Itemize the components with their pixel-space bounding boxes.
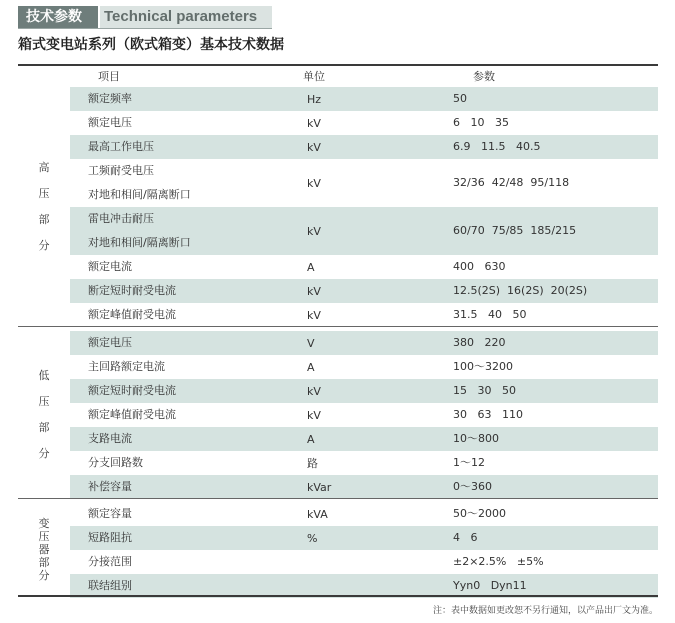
param-name-line: 对地和相间/隔离断口 [88,188,191,201]
table-row [70,135,658,159]
param-name [88,164,191,202]
param-name [88,308,176,322]
param-value: 50～2000 [453,507,506,520]
param-value: 50 [453,92,467,105]
param-unit: kVA [307,508,328,521]
param-value: 15 30 50 [453,384,516,397]
param-value: ±2×2.5% ±5% [453,555,544,568]
table-row [70,502,658,526]
section-label-char: 低 [38,369,50,382]
section-label-char: 压 [38,187,50,200]
column-header-unit: 单位 [303,70,325,83]
param-name [88,555,132,569]
table-row [70,403,658,427]
section-label-tr [18,517,70,583]
table-row [70,550,658,574]
param-name-line: 主回路额定电流 [88,360,165,373]
param-name [88,336,132,350]
column-header-item: 项目 [98,70,120,83]
param-value: 0～360 [453,480,492,493]
table-top-rule [18,64,658,66]
section-separator [18,326,658,327]
table-row [70,279,658,303]
param-name-line: 工频耐受电压 [88,164,154,177]
param-unit: kV [307,141,321,154]
param-unit: 路 [307,457,318,470]
table-bottom-rule [18,595,658,597]
param-unit: kV [307,285,321,298]
footnote: 注：表中数据如更改恕不另行通知，以产品出厂文为准。 [432,606,658,616]
section-label-char: 高 [38,161,50,174]
table-row [70,159,658,207]
section-label-en: Technical parameters [100,6,272,28]
param-name [88,408,176,422]
table-row [70,475,658,499]
param-unit: kV [307,309,321,322]
table-row [70,355,658,379]
table-row [70,451,658,475]
param-name-line: 额定电压 [88,336,132,349]
param-unit: A [307,361,315,374]
document-title: 箱式变电站系列（欧式箱变）基本技术数据 [18,37,284,53]
param-name [88,432,132,446]
param-name-line: 补偿容量 [88,480,132,493]
param-name [88,260,132,274]
table-row [70,111,658,135]
param-unit: V [307,337,315,350]
table-row [70,331,658,355]
param-value: 6 10 35 [453,116,509,129]
table-row [70,255,658,279]
section-label-char: 器 [38,543,50,556]
table-row [70,427,658,451]
param-name-line: 分接范围 [88,555,132,568]
column-header-params: 参数 [473,70,495,83]
param-name-line: 短路阻抗 [88,531,132,544]
section-label-char: 分 [38,447,50,460]
param-value: 4 6 [453,531,478,544]
param-name-line: 断定短时耐受电流 [88,284,176,297]
param-value: 12.5(2S) 16(2S) 20(2S) [453,284,588,297]
param-name [88,456,143,470]
param-name [88,531,132,545]
param-unit: % [307,532,318,545]
section-label-char: 变 [38,517,50,530]
section-label-hv [18,161,70,253]
param-unit: kV [307,117,321,130]
param-name-line: 雷电冲击耐压 [88,212,154,225]
section-label-char: 压 [38,395,50,408]
param-unit: Hz [307,93,322,106]
table-row [70,87,658,111]
param-name-line: 对地和相间/隔离断口 [88,236,191,249]
param-name [88,92,132,106]
section-label-char: 部 [38,556,50,569]
param-name-line: 额定容量 [88,507,132,520]
param-name [88,140,154,154]
param-name [88,384,176,398]
param-name-line: 额定峰值耐受电流 [88,408,176,421]
param-value: 400 630 [453,260,506,273]
param-unit: kV [307,409,321,422]
param-name-line: 额定电压 [88,116,132,129]
section-label-char: 分 [38,569,50,582]
table-row [70,379,658,403]
param-value: Yyn0 Dyn11 [453,579,527,592]
param-name [88,360,165,374]
param-name-line: 额定电流 [88,260,132,273]
header-underline [18,28,272,29]
param-name-line: 最高工作电压 [88,140,154,153]
param-unit: A [307,261,315,274]
param-name [88,579,132,593]
param-name-line: 额定短时耐受电流 [88,384,176,397]
param-name-line: 额定峰值耐受电流 [88,308,176,321]
section-label-char: 部 [38,421,50,434]
param-value: 30 63 110 [453,408,523,421]
param-value: 10～800 [453,432,499,445]
param-value: 100～3200 [453,360,513,373]
param-unit: kV [307,177,321,190]
param-name [88,507,132,521]
param-name-line: 支路电流 [88,432,132,445]
param-value: 60/70 75/85 185/215 [453,224,577,237]
table-row [70,526,658,550]
section-label-cn: 技术参数 [18,6,98,28]
param-unit: kV [307,225,321,238]
param-value: 6.9 11.5 40.5 [453,140,541,153]
section-label-lv [18,369,70,461]
param-value: 1～12 [453,456,485,469]
table-row [70,207,658,255]
section-separator [18,498,658,499]
param-unit: kVar [307,481,332,494]
param-name-line: 联结组别 [88,579,132,592]
param-unit: A [307,433,315,446]
param-name [88,480,132,494]
param-name-line: 额定频率 [88,92,132,105]
section-label-char: 压 [38,530,50,543]
section-label-char: 分 [38,239,50,252]
param-unit: kV [307,385,321,398]
param-name-line: 分支回路数 [88,456,143,469]
section-label-char: 部 [38,213,50,226]
param-value: 380 220 [453,336,506,349]
param-name [88,212,191,250]
param-value: 31.5 40 50 [453,308,527,321]
param-name [88,116,132,130]
param-value: 32/36 42/48 95/118 [453,176,570,189]
table-row [70,303,658,327]
param-name [88,284,176,298]
